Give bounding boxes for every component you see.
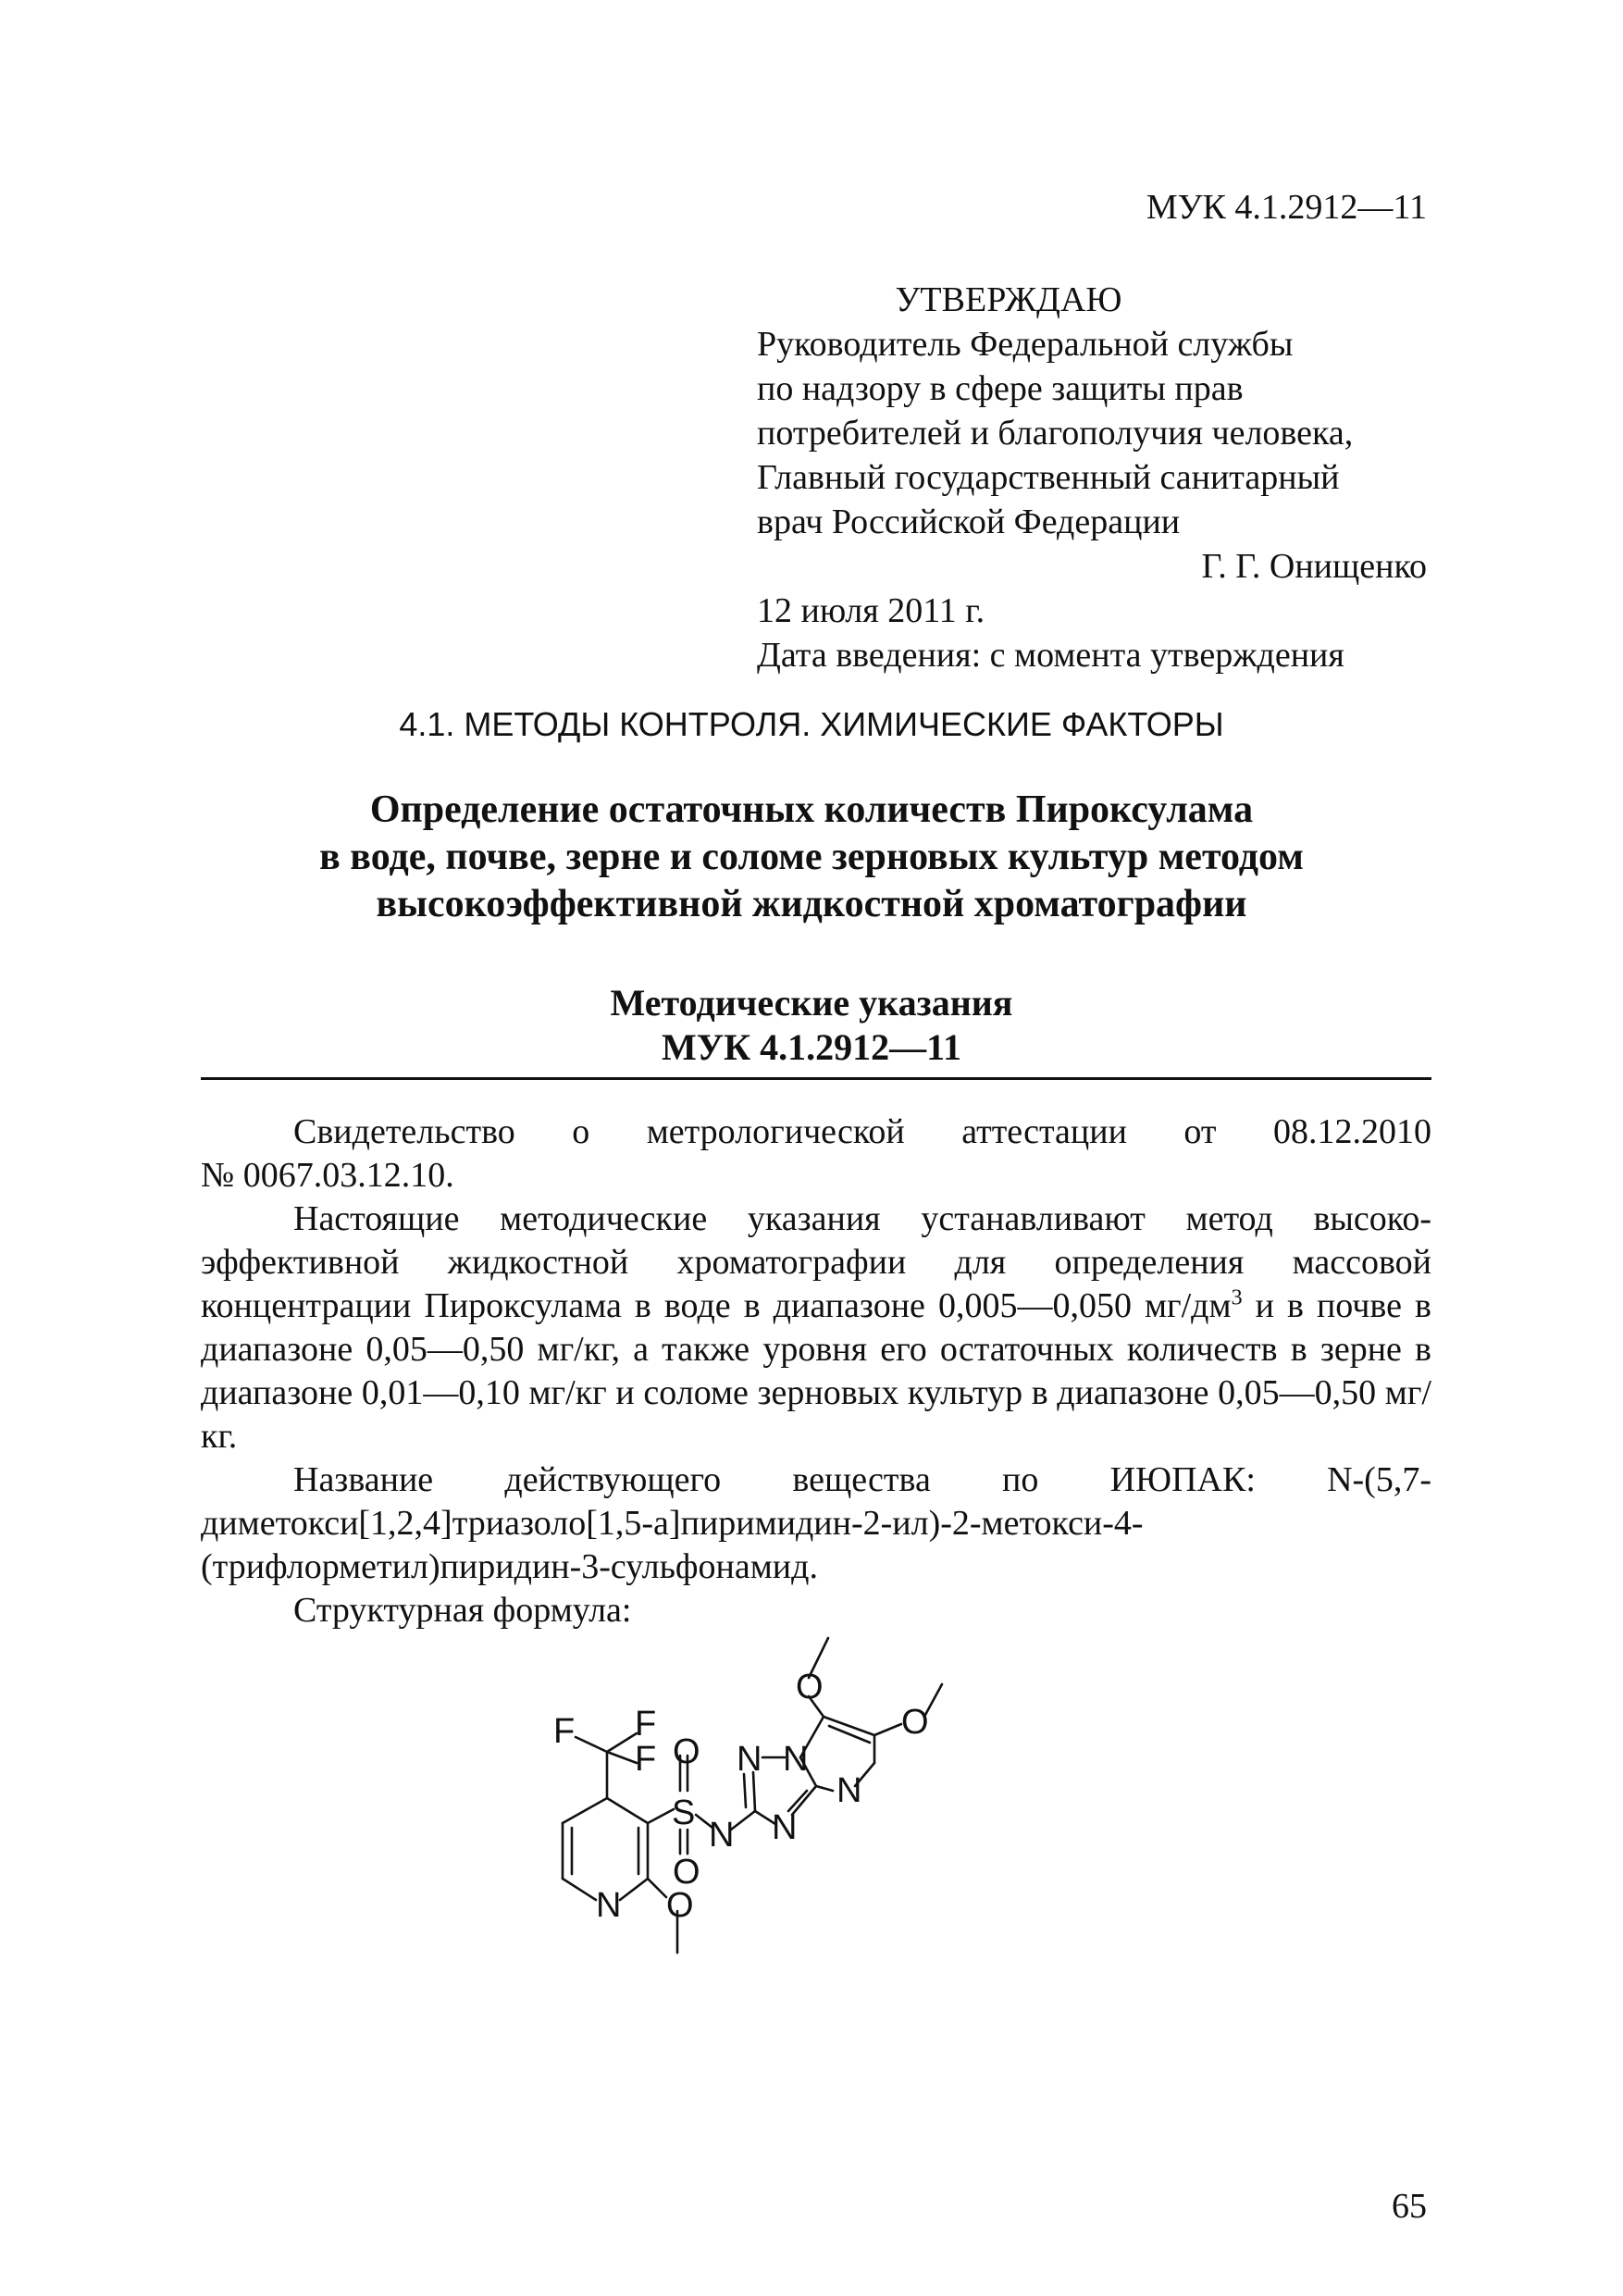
scope-text-b: и в почве в диапазоне 0,05—0,50 мг/кг, а также уровня его остаточных количеств в зерне в диапазоне 0,01—0,10 мг/кг и соломе зерновых культур в диапазоне 0,05—0,50 мг/кг.	[201, 1286, 1431, 1456]
structural-formula	[518, 1633, 1110, 2050]
scope-text-a: Настоящие методические указания устанавливают метод высоко-эффективной жидкостной хроматографии для определения массовой концентрации Пироксулама в воде в диапазоне 0,005—0,050 мг/дм	[201, 1199, 1431, 1325]
document-title	[167, 787, 1456, 928]
title-line: высокоэффективной жидкостной хроматографии	[376, 883, 1247, 925]
subtitle-line: Методические указания	[610, 982, 1013, 1024]
approval-line: Главный государственный санитарный	[757, 458, 1340, 497]
divider-rule	[201, 1077, 1431, 1080]
atom-oxygen: O	[673, 1853, 700, 1892]
atom-oxygen: O	[901, 1703, 929, 1742]
atom-fluorine: F	[553, 1712, 576, 1751]
document-subtitle	[167, 981, 1456, 1070]
atom-oxygen: O	[666, 1886, 694, 1925]
atom-nitrogen: N	[596, 1886, 622, 1925]
approval-title: УТВЕРЖДАЮ	[895, 280, 1122, 319]
superscript: 3	[1231, 1285, 1243, 1310]
approval-line: врач Российской Федерации	[757, 503, 1181, 541]
atom-nitrogen: N	[772, 1808, 798, 1847]
certificate-paragraph: Свидетельство о метрологической аттестации от 08.12.2010	[293, 1112, 1431, 1151]
subtitle-line: МУК 4.1.2912—11	[662, 1026, 961, 1068]
approval-line: Руководитель Федеральной службы	[757, 325, 1294, 364]
scope-paragraph	[201, 1198, 1431, 1458]
title-line: в воде, почве, зерне и соломе зерновых культур методом	[319, 836, 1304, 878]
atom-oxygen: O	[796, 1668, 824, 1706]
approval-line: по надзору в сфере защиты прав	[757, 369, 1244, 408]
body-text	[201, 1111, 1431, 1632]
approval-line: потребителей и благополучия человека,	[757, 414, 1354, 453]
approval-date: 12 июля 2011 г.	[757, 591, 985, 630]
page-number: 65	[1392, 2187, 1427, 2226]
atom-nitrogen: N	[737, 1740, 762, 1779]
atom-sulfur: S	[672, 1793, 696, 1832]
approval-block	[757, 278, 1427, 677]
atom-nitrogen: N	[783, 1740, 809, 1779]
atom-oxygen: O	[673, 1732, 700, 1771]
section-heading: 4.1. МЕТОДЫ КОНТРОЛЯ. ХИМИЧЕСКИЕ ФАКТОРЫ	[399, 705, 1224, 743]
iupac-paragraph: Название действующего вещества по ИЮПАК: N-(5,7-диметокси[1,2,4]триазоло[1,5-a]пиримидин-2-ил)-2-метокси-4-(трифлорметил)пиридин-3-сульфонамид.	[201, 1460, 1431, 1586]
certificate-number: № 0067.03.12.10.	[201, 1156, 454, 1195]
approval-signer: Г. Г. Онищенко	[1201, 547, 1427, 586]
atom-nitrogen: N	[836, 1771, 862, 1810]
atom-fluorine: F	[635, 1740, 657, 1779]
title-line: Определение остаточных количеств Пироксулама	[369, 788, 1254, 831]
atom-nitrogen: N	[709, 1816, 735, 1855]
formula-caption: Структурная формула:	[293, 1591, 632, 1630]
document-code: МУК 4.1.2912—11	[1146, 188, 1427, 227]
approval-effective-date: Дата введения: с момента утверждения	[757, 636, 1344, 675]
atom-fluorine: F	[635, 1705, 657, 1744]
